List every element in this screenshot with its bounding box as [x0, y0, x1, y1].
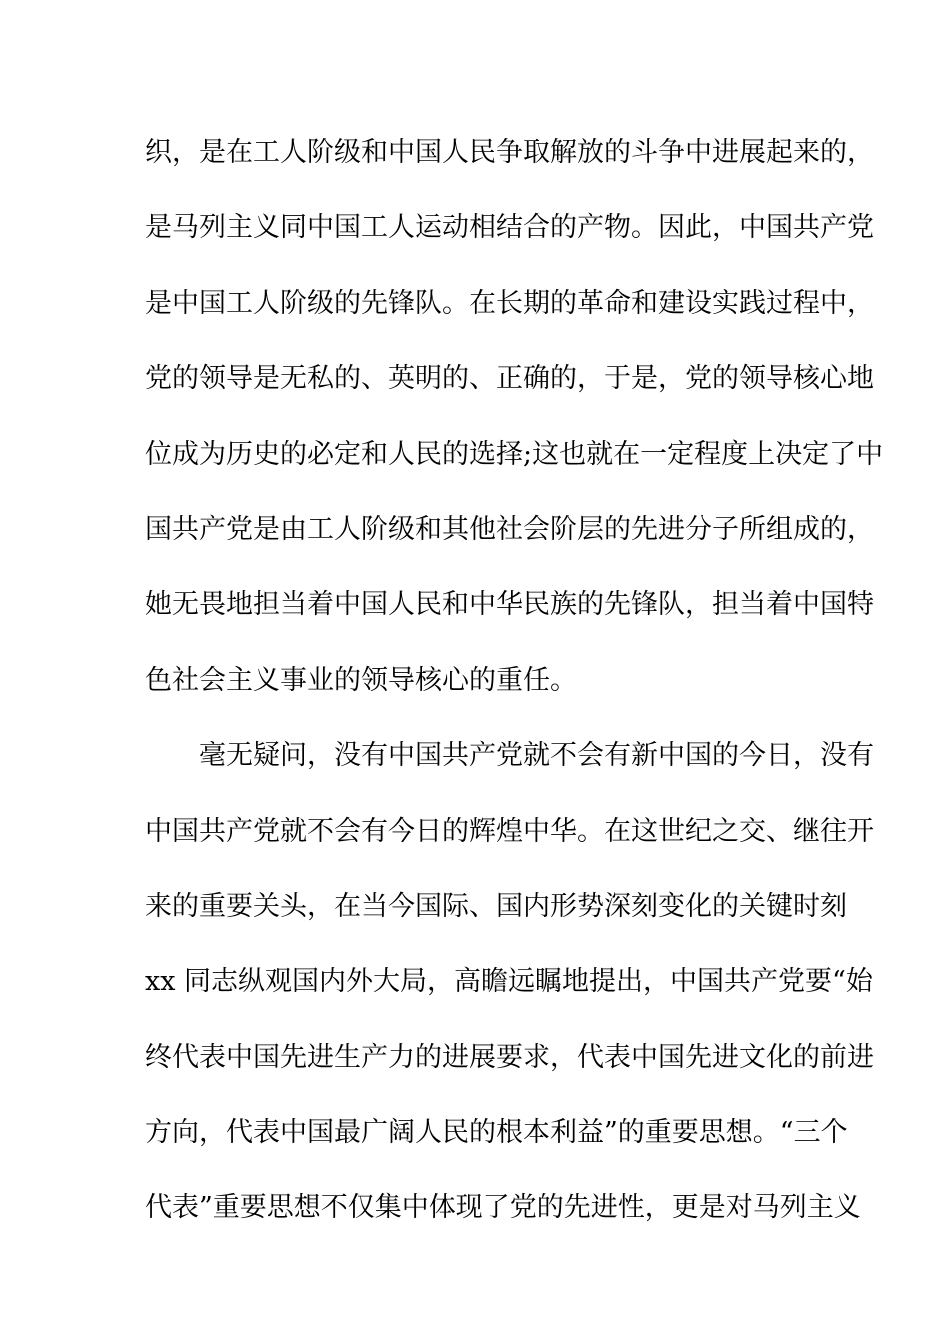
text-line: 位成为历史的必定和人民的选择;这也就在一定程度上决定了中: [145, 438, 884, 470]
text-line: 国共产党是由工人阶级和其他社会阶层的先进分子所组成的，: [145, 513, 874, 545]
text-line: 色社会主义事业的领导核心的重任。: [145, 664, 577, 696]
text-line: 党的领导是无私的、英明的、正确的，于是，党的领导核心地: [145, 363, 874, 395]
text-line: 是马列主义同中国工人运动相结合的产物。因此，中国共产党: [145, 212, 874, 244]
text-line: 中国共产党就不会有今日的辉煌中华。在这世纪之交、继往开: [145, 815, 874, 847]
paragraph-2: [145, 735, 874, 1263]
text-line: 来的重要关头，在当今国际、国内形势深刻变化的关键时刻: [145, 890, 847, 922]
paragraph-1: [145, 132, 884, 735]
text-line: 是中国工人阶级的先锋队。在长期的革命和建设实践过程中，: [145, 287, 874, 319]
text-line: 毫无疑问，没有中国共产党就不会有新中国的今日，没有: [199, 740, 874, 772]
text-line: 织，是在工人阶级和中国人民争取解放的斗争中进展起来的，: [145, 137, 874, 168]
text-line: 代表”重要思想不仅集中体现了党的先进性，更是对马列主义: [145, 1192, 861, 1224]
body-text: [145, 132, 884, 1263]
text-line: 她无畏地担当着中国人民和中华民族的先锋队，担当着中国特: [145, 589, 874, 621]
text-line: xx 同志纵观国内外大局，高瞻远瞩地提出，中国共产党要“始: [145, 966, 873, 998]
text-line: 终代表中国先进生产力的进展要求，代表中国先进文化的前进: [145, 1041, 874, 1073]
text-line: 方向，代表中国最广阔人民的根本利益”的重要思想。“三个: [145, 1117, 848, 1149]
